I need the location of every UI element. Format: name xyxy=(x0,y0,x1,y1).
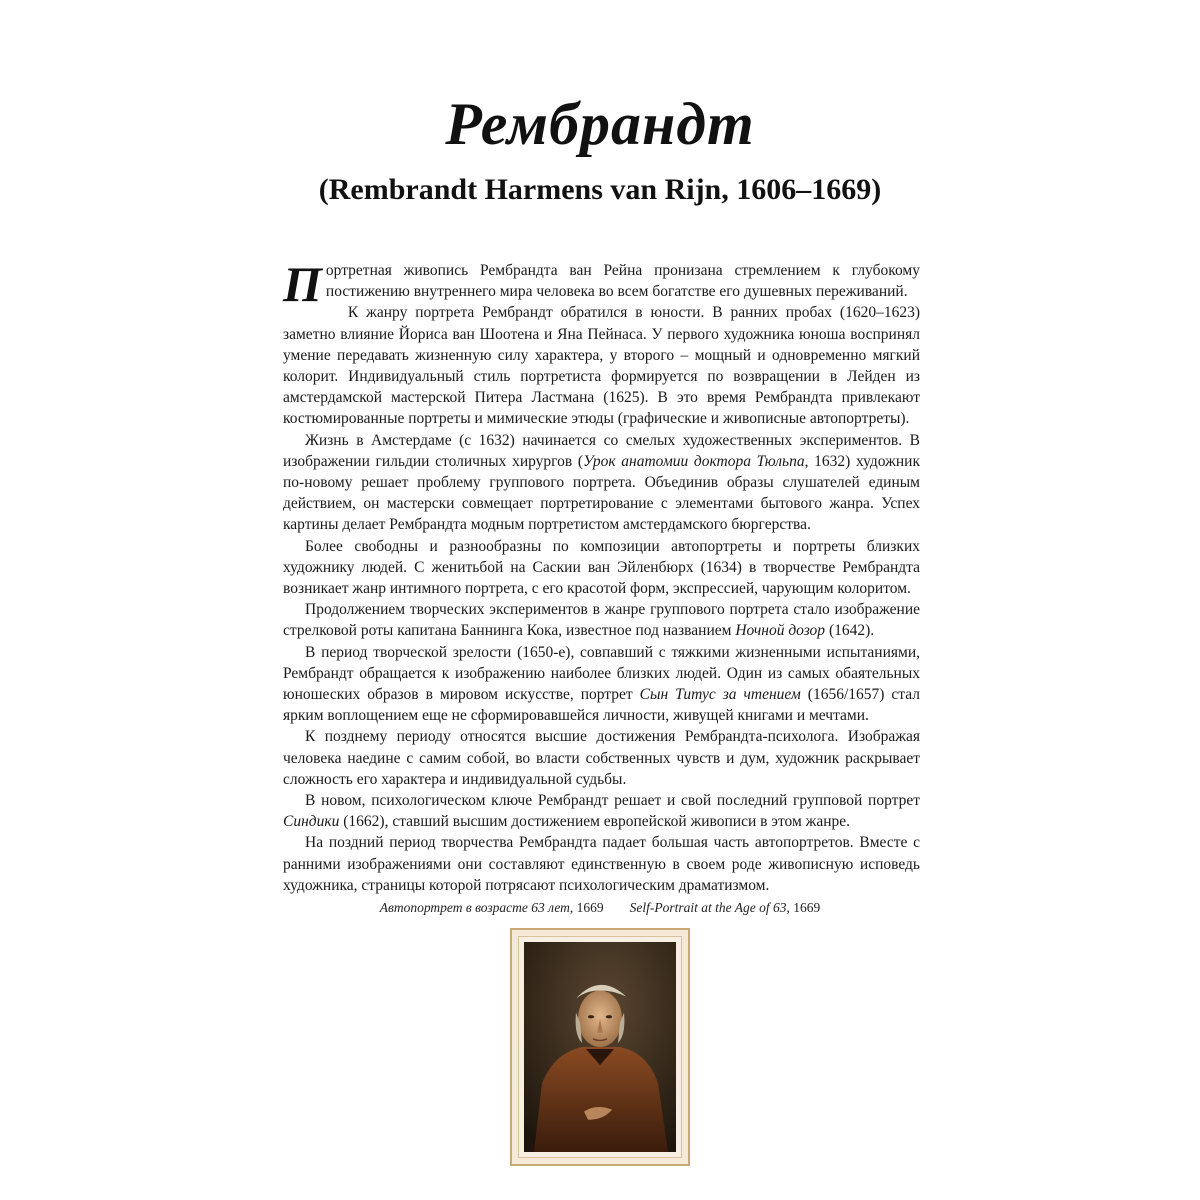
article-body xyxy=(283,256,920,896)
paragraph-text: ортретная живопись Рембрандта ван Рейна пронизана стремлением к глубокому постижению внутреннего мира человека во всем богатстве его душевных переживаний. xyxy=(325,262,920,301)
artwork-title: Синдики xyxy=(283,813,340,831)
caption-ru xyxy=(380,900,604,915)
artwork-title: Урок анатомии доктора Тюльпа xyxy=(583,452,805,470)
paragraph xyxy=(283,832,920,896)
drop-cap: П xyxy=(283,256,322,312)
paragraph-text: В период творческой зрелости (1650-е), совпавший с тяжкими жизненными испытаниями, Рембрандт обращается к изображению наиболее близких людей. Один из самых обаятельных юношеских образов в мировом искусстве, портрет xyxy=(283,643,920,704)
paragraph-text: К позднему периоду относятся высшие достижения Рембрандта-психолога. Изображая человека наедине с самим собой, во власти собственных чувств и дум, художник раскрывает сложность его характера и индивидуальной судьбы. xyxy=(283,728,920,788)
paragraph-text: На поздний период творчества Рембрандта падает большая часть автопортретов. Вместе с ранними изображениями они составляют единственную в своем роде живописную исповедь художника, страницы которой потрясают психологическим драматизмом. xyxy=(283,834,920,894)
portrait-mat xyxy=(518,936,682,1158)
self-portrait-painting xyxy=(524,942,676,1152)
artwork-title: Сын Титус за чтением xyxy=(639,686,801,704)
paragraph-text: , 1632) художник по-новому решает проблему группового портрета. Объединив образы слушателей единым действием, он мастерски совмещает портретирование с элементами бытового жанра. Успех картины делает Рембрандта модным портретистом амстердамского бюргерства. xyxy=(283,452,920,534)
paragraph-intro xyxy=(283,256,920,312)
paragraph-text: Более свободны и разнообразны по композиции автопортреты и портреты близких художнику людей. С женитьбой на Саскии ван Эйленбюрх (1634) в творчестве Рембрандта возникает жанр интимного портрета, с его красотой форм, экспрессией, чарующим колоритом. xyxy=(283,537,920,598)
paragraph xyxy=(283,430,920,536)
caption-en-year: , 1669 xyxy=(786,900,821,915)
artwork-title: Ночной дозор xyxy=(735,622,826,640)
paragraph-text: К жанру портрета Рембрандт обратился в юности. В ранних пробах (1620–1623) заметно влияние Йориса ван Шоотена и Яна Пейнаса. У первого художника юноша воспринял умение передавать жизненную силу характера, у второго – мощный и одновременно мягкий колорит. Индивидуальный стиль портретиста формируется по возвращении в Лейден из амстердамской мастерской Питера Ластмана (1625). В это время Рембрандта привлекают костюмированные портреты и мимические этюды (графические и живописные автопортреты). xyxy=(283,304,920,428)
caption-ru-title: Автопортрет в возрасте 63 лет xyxy=(379,900,570,915)
caption-en xyxy=(630,900,821,915)
caption-ru-year: , 1669 xyxy=(569,900,604,915)
portrait-frame xyxy=(510,928,690,1166)
portrait-eye-left xyxy=(588,1015,594,1018)
page-title: Рембрандт xyxy=(445,91,755,157)
page-subtitle: (Rembrandt Harmens van Rijn, 1606–1669) xyxy=(318,173,882,206)
paragraph-text: (1662), ставший высшим достижением европейской живописи в этом жанре. xyxy=(339,813,851,831)
paragraph-text: В новом, психологическом ключе Рембрандт решает и свой последний групповой портрет xyxy=(305,792,920,810)
paragraph xyxy=(283,302,920,429)
paragraph xyxy=(283,790,920,832)
caption-en-title: Self-Portrait at the Age of 63 xyxy=(629,900,787,915)
paragraph xyxy=(283,599,920,641)
paragraph-text: Продолжением творческих экспериментов в жанре группового портрета стало изображение стрелковой роты капитана Баннинга Кока, известное под названием xyxy=(283,601,920,640)
portrait-eye-right xyxy=(606,1015,612,1018)
paragraph xyxy=(283,726,920,790)
paragraph-text: Жизнь в Амстердаме (с 1632) начинается со смелых художественных экспериментов. В изображении гильдии столичных хирургов ( xyxy=(283,431,920,470)
figure-caption xyxy=(0,900,1200,916)
paragraph xyxy=(283,536,920,600)
paragraph-text: (1656/1657) стал ярким воплощением еще не сформировавшейся личности, живущей книгами и мечтами. xyxy=(283,686,920,725)
paragraph xyxy=(283,642,920,727)
paragraph-text: (1642). xyxy=(825,622,875,640)
